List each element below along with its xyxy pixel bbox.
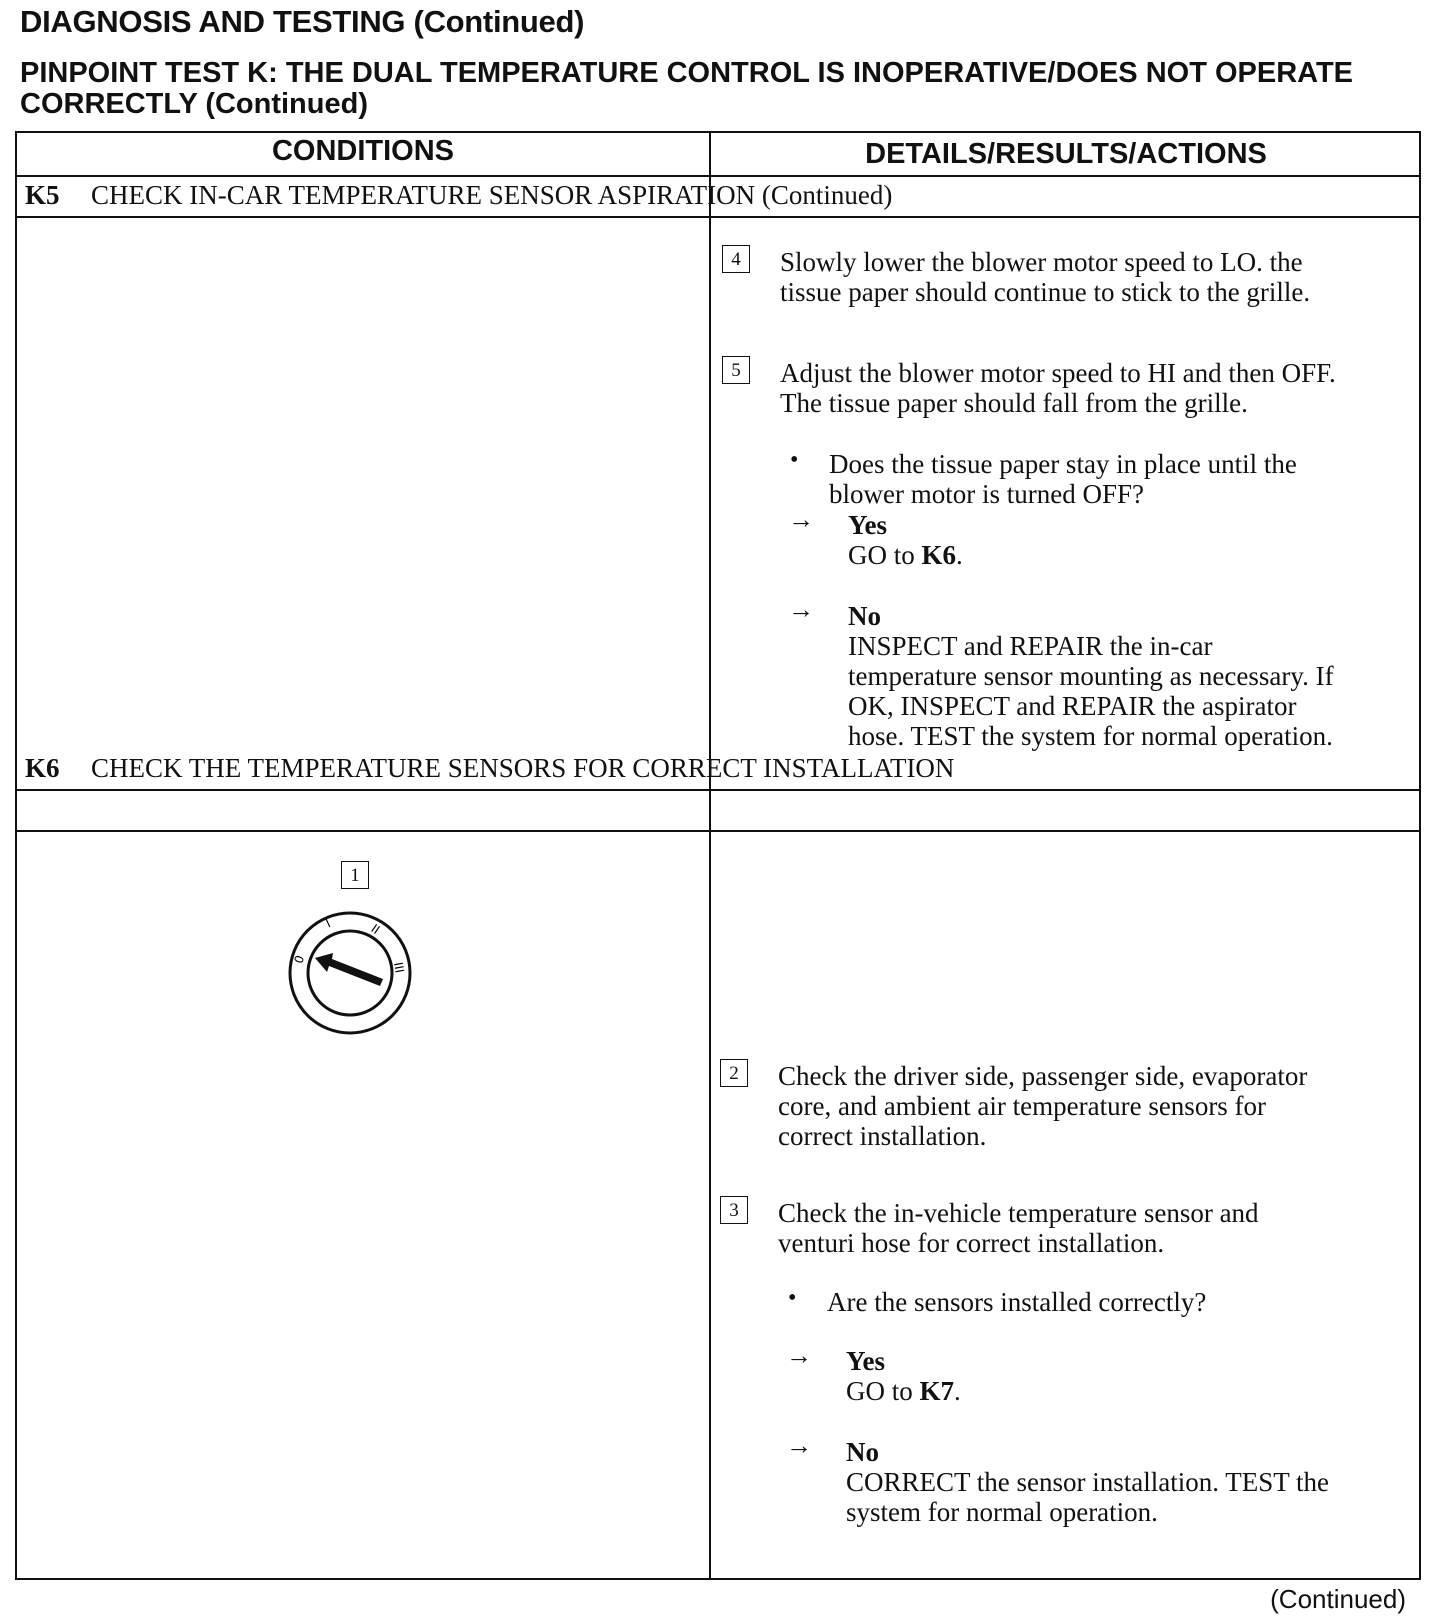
k6-title-rule — [17, 830, 1419, 832]
dial-mark-off: 0 — [291, 953, 308, 966]
header-rule — [17, 175, 1419, 177]
pinpoint-test-table — [15, 131, 1421, 1580]
k6-step-header — [25, 753, 954, 784]
arrow-right-icon: → — [786, 1431, 812, 1460]
k6-step-id: K6 — [25, 753, 60, 783]
step-2-box: 2 — [720, 1059, 748, 1087]
k5-question: Does the tissue paper stay in place until the blower motor is turned OFF? — [829, 449, 1297, 509]
arrow-right-icon: → — [786, 1341, 812, 1370]
dial-pointer-arrow-icon — [315, 953, 383, 986]
arrow-right-icon: → — [788, 505, 814, 534]
k5-title-rule — [17, 216, 1419, 218]
step-5-box: 5 — [722, 356, 750, 384]
dial-mark-1: I — [323, 916, 333, 931]
k5-no-result: No INSPECT and REPAIR the in-car temperature sensor mounting as necessary. If OK, INSPECT and REPAIR the aspirator hose. TEST the system for normal operation. — [848, 601, 1334, 751]
blower-switch-dial-illustration — [285, 908, 415, 1038]
bullet-icon: • — [788, 1285, 797, 1311]
dial-mark-3: III — [391, 961, 407, 974]
test-title: PINPOINT TEST K: THE DUAL TEMPERATURE CONTROL IS INOPERATIVE/DOES NOT OPERATE CORRECTLY (Continued) — [20, 57, 1354, 120]
dial-mark-2: II — [368, 921, 383, 937]
step-4-text: Slowly lower the blower motor speed to LO. the tissue paper should continue to stick to the grille. — [780, 247, 1311, 307]
k6-no-result: No CORRECT the sensor installation. TEST the system for normal operation. — [846, 1437, 1329, 1527]
step-2-text: Check the driver side, passenger side, evaporator core, and ambient air temperature sensors for correct installation. — [778, 1061, 1308, 1151]
k5-step-id: K5 — [25, 180, 60, 210]
step-4-box: 4 — [722, 245, 750, 273]
step-5-text: Adjust the blower motor speed to HI and then OFF. The tissue paper should fall from the grille. — [780, 358, 1336, 418]
conditions-header: CONDITIONS — [271, 135, 455, 167]
k6-yes-result: Yes GO to K7. — [846, 1346, 961, 1406]
bullet-icon: • — [790, 447, 799, 473]
k5-yes-result: Yes GO to K6. — [848, 510, 963, 570]
continued-footer: (Continued) — [1270, 1584, 1406, 1614]
step-3-text: Check the in-vehicle temperature sensor and venturi hose for correct installation. — [778, 1198, 1259, 1258]
k6-step-title: CHECK THE TEMPERATURE SENSORS FOR CORRECT INSTALLATION — [91, 753, 955, 783]
arrow-right-icon: → — [788, 595, 814, 624]
step-3-box: 3 — [720, 1196, 748, 1224]
k6-question: Are the sensors installed correctly? — [827, 1287, 1207, 1317]
details-header: DETAILS/RESULTS/ACTIONS — [865, 138, 1267, 170]
page-title: DIAGNOSIS AND TESTING (Continued) — [20, 4, 585, 39]
step-1-box: 1 — [341, 861, 369, 889]
k5-step-title: CHECK IN-CAR TEMPERATURE SENSOR ASPIRATION (Continued) — [91, 180, 893, 210]
k5-step-header — [25, 180, 892, 211]
column-divider — [709, 133, 711, 1580]
k6-top-rule — [17, 789, 1419, 791]
